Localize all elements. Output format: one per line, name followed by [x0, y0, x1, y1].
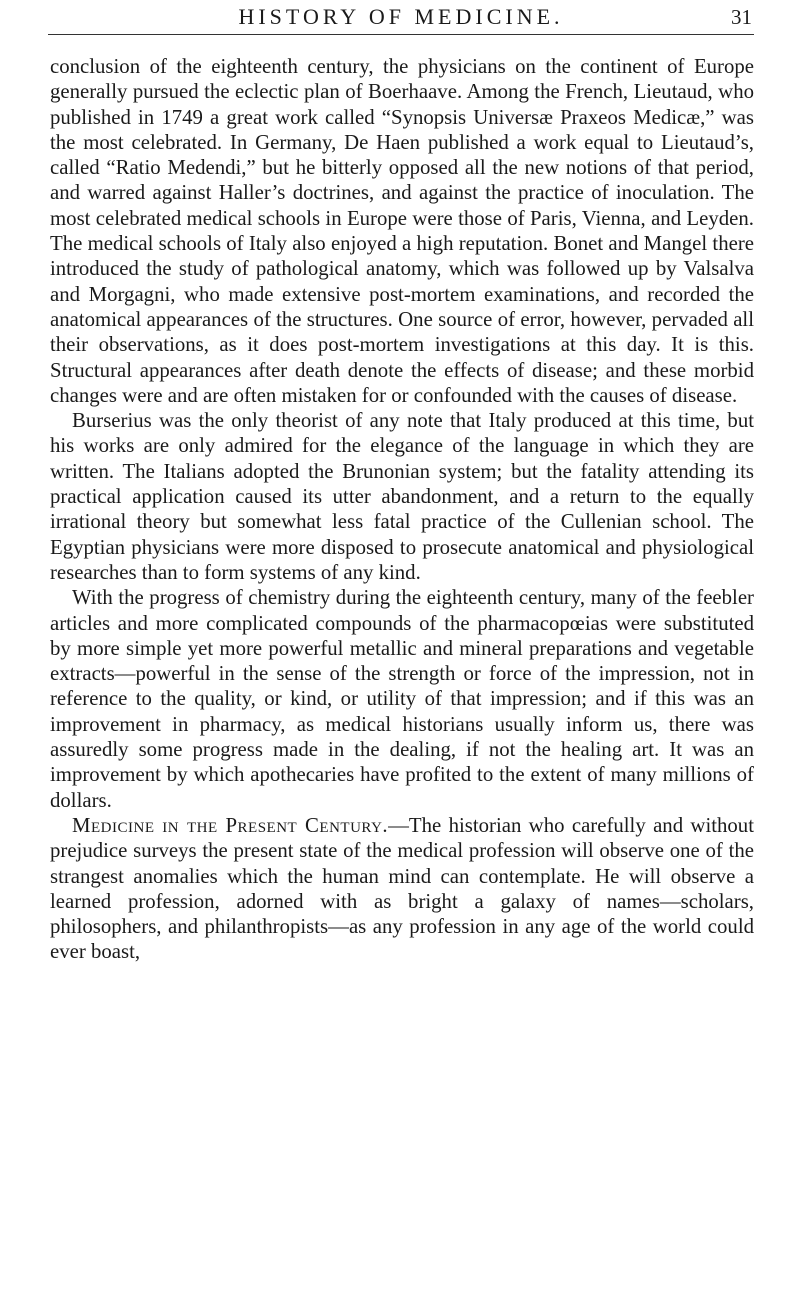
section-heading: Medicine in the Present Century.	[72, 813, 389, 837]
running-head-title: HISTORY OF MEDICINE.	[238, 4, 564, 29]
paragraph-4-text: —The historian who carefully and without prejudice surveys the present state of the medical profession will observe one of the strangest anomalies which the human mind can contemplate. He will observe a learned profession, adorned with as bright a galaxy of names—scholars, philosophers, and philanthropists—as any profession in any age of the world could ever boast,	[50, 813, 754, 964]
paragraph-2: Burserius was the only theorist of any note that Italy produced at this time, but his works are only admired for the elegance of the language in which they are written. The Italians adopted the Brunonian system; but the fatality attending its practical application caused its utter abandonment, and a return to the equally irrational theory but somewhat less fatal practice of the Cullenian school. The Egyptian physicians were more disposed to prosecute anatomical and physiological researches than to form systems of any kind.	[50, 409, 754, 584]
paragraph-3: With the progress of chemistry during the eighteenth century, many of the feebler articles and more complicated compounds of the pharmacopœias were substituted by more simple yet more powerful metallic and mineral preparations and vegetable extracts—powerful in the sense of the strength or force of the impression, not in reference to the quality, or kind, or utility of that impression; and if this was an improvement in pharmacy, as medical historians usually inform us, there was assuredly some progress made in the dealing, if not the healing art. It was an improvement by which apothecaries have profited to the extent of many millions of dollars.	[50, 586, 754, 812]
running-header	[48, 2, 754, 35]
page-number: 31	[731, 5, 752, 29]
paragraph-4	[50, 813, 754, 965]
body-text	[50, 54, 754, 965]
paragraph-1: conclusion of the eighteenth century, the physicians on the continent of Europe generally pursued the eclectic plan of Boerhaave. Among the French, Lieutaud, who published in 1749 a great work called “Synopsis Universæ Praxeos Medicæ,” was the most celebrated. In Germany, De Haen published a work equal to Lieutaud’s, called “Ratio Medendi,” but he bitterly opposed all the new notions of that period, and warred against Haller’s doctrines, and against the practice of inoculation. The most celebrated medical schools in Europe were those of Paris, Vienna, and Leyden. The medical schools of Italy also enjoyed a high reputation. Bonet and Mangel there introduced the study of pathological anatomy, which was followed up by Valsalva and Morgagni, who made extensive post-mortem examinations, and recorded the anatomical appearances of the structures. One source of error, however, pervaded all their observations, as it does post-mortem investigations at this day. It is this. Structural appearances after death denote the effects of disease; and these morbid changes were and are often mistaken for or confounded with the causes of disease.	[50, 55, 754, 407]
